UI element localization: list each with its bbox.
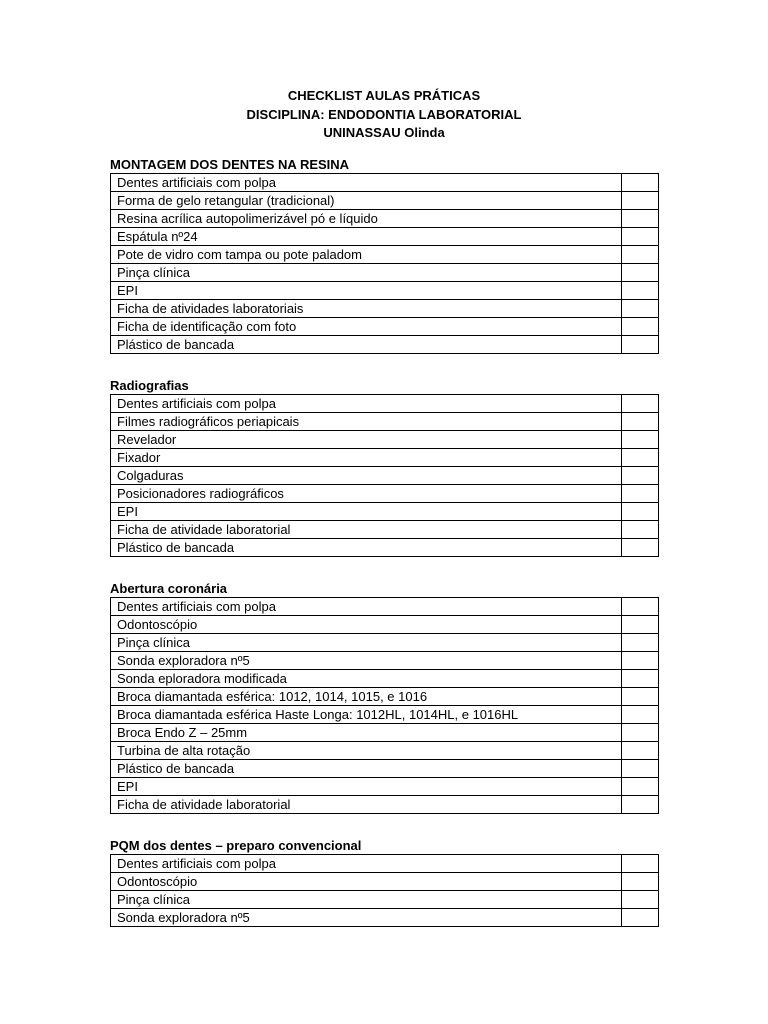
item-label: Ficha de atividade laboratorial: [111, 796, 622, 814]
checkbox-cell[interactable]: [622, 909, 659, 927]
checkbox-cell[interactable]: [622, 318, 659, 336]
table-row: [111, 539, 659, 557]
table-row: [111, 395, 659, 413]
checkbox-cell[interactable]: [622, 467, 659, 485]
section-title: Radiografias: [110, 378, 189, 393]
item-label: Pinça clínica: [111, 891, 622, 909]
table-row: [111, 246, 659, 264]
item-label: Posicionadores radiográficos: [111, 485, 622, 503]
item-label: Forma de gelo retangular (tradicional): [111, 192, 622, 210]
table-row: [111, 778, 659, 796]
table-row: [111, 449, 659, 467]
table-row: [111, 336, 659, 354]
item-label: Sonda exploradora nº5: [111, 909, 622, 927]
item-label: Plástico de bancada: [111, 336, 622, 354]
item-label: Sonda eploradora modificada: [111, 670, 622, 688]
section-title: PQM dos dentes – preparo convencional: [110, 838, 362, 853]
checkbox-cell[interactable]: [622, 873, 659, 891]
item-label: Pinça clínica: [111, 634, 622, 652]
checkbox-cell[interactable]: [622, 300, 659, 318]
item-label: Broca diamantada esférica Haste Longa: 1012HL, 1014HL, e 1016HL: [111, 706, 622, 724]
table-row: [111, 760, 659, 778]
section-title: Abertura coronária: [110, 581, 228, 596]
table-row: [111, 742, 659, 760]
item-label: Resina acrílica autopolimerizável pó e líquido: [111, 210, 622, 228]
checkbox-cell[interactable]: [622, 228, 659, 246]
item-label: Ficha de atividade laboratorial: [111, 521, 622, 539]
checkbox-cell[interactable]: [622, 891, 659, 909]
item-label: Ficha de atividades laboratoriais: [111, 300, 622, 318]
checkbox-cell[interactable]: [622, 616, 659, 634]
checklist-table: [110, 394, 659, 557]
item-label: Sonda exploradora nº5: [111, 652, 622, 670]
table-row: [111, 616, 659, 634]
table-row: [111, 431, 659, 449]
table-row: [111, 521, 659, 539]
table-row: [111, 210, 659, 228]
table-row: [111, 174, 659, 192]
checkbox-cell[interactable]: [622, 855, 659, 873]
table-row: [111, 264, 659, 282]
checklist-table: [110, 854, 659, 927]
table-row: [111, 598, 659, 616]
item-label: Colgaduras: [111, 467, 622, 485]
checkbox-cell[interactable]: [622, 264, 659, 282]
header-institution: UNINASSAU Olinda: [323, 125, 445, 140]
table-row: [111, 282, 659, 300]
checkbox-cell[interactable]: [622, 192, 659, 210]
table-row: [111, 855, 659, 873]
checkbox-cell[interactable]: [622, 431, 659, 449]
checkbox-cell[interactable]: [622, 778, 659, 796]
header-discipline: DISCIPLINA: ENDODONTIA LABORATORIAL: [246, 106, 522, 122]
section-montagem: [110, 157, 659, 354]
table-row: [111, 706, 659, 724]
table-row: [111, 467, 659, 485]
checkbox-cell[interactable]: [622, 503, 659, 521]
table-row: [111, 192, 659, 210]
checkbox-cell[interactable]: [622, 688, 659, 706]
checkbox-cell[interactable]: [622, 634, 659, 652]
checkbox-cell[interactable]: [622, 521, 659, 539]
item-label: Ficha de identificação com foto: [111, 318, 622, 336]
item-label: Turbina de alta rotação: [111, 742, 622, 760]
table-row: [111, 724, 659, 742]
item-label: Pinça clínica: [111, 264, 622, 282]
item-label: Odontoscópio: [111, 616, 622, 634]
section-pqm: [110, 838, 659, 927]
table-row: [111, 670, 659, 688]
checkbox-cell[interactable]: [622, 760, 659, 778]
header-title: CHECKLIST AULAS PRÁTICAS: [287, 88, 481, 103]
checkbox-cell[interactable]: [622, 706, 659, 724]
checkbox-cell[interactable]: [622, 485, 659, 503]
table-row: [111, 485, 659, 503]
checkbox-cell[interactable]: [622, 246, 659, 264]
section-abertura-coronaria: [110, 581, 659, 814]
document-header: [0, 87, 768, 143]
table-row: [111, 413, 659, 431]
checkbox-cell[interactable]: [622, 210, 659, 228]
table-row: [111, 796, 659, 814]
item-label: Dentes artificiais com polpa: [111, 855, 622, 873]
checkbox-cell[interactable]: [622, 742, 659, 760]
table-row: [111, 688, 659, 706]
item-label: Pote de vidro com tampa ou pote paladom: [111, 246, 622, 264]
checkbox-cell[interactable]: [622, 282, 659, 300]
item-label: Plástico de bancada: [111, 539, 622, 557]
item-label: Espátula nº24: [111, 228, 622, 246]
table-row: [111, 228, 659, 246]
item-label: Broca diamantada esférica: 1012, 1014, 1015, e 1016: [111, 688, 622, 706]
item-label: Plástico de bancada: [111, 760, 622, 778]
item-label: Filmes radiográficos periapicais: [111, 413, 622, 431]
checklist-table: [110, 597, 659, 814]
table-row: [111, 503, 659, 521]
checkbox-cell[interactable]: [622, 395, 659, 413]
item-label: Dentes artificiais com polpa: [111, 395, 622, 413]
checkbox-cell[interactable]: [622, 174, 659, 192]
section-radiografias: [110, 378, 659, 557]
checkbox-cell[interactable]: [622, 539, 659, 557]
checkbox-cell[interactable]: [622, 796, 659, 814]
item-label: Odontoscópio: [111, 873, 622, 891]
checkbox-cell[interactable]: [622, 652, 659, 670]
checklist-table: [110, 173, 659, 354]
table-row: [111, 909, 659, 927]
checkbox-cell[interactable]: [622, 724, 659, 742]
table-row: [111, 891, 659, 909]
table-row: [111, 652, 659, 670]
section-title: MONTAGEM DOS DENTES NA RESINA: [110, 157, 350, 172]
checkbox-cell[interactable]: [622, 670, 659, 688]
table-row: [111, 300, 659, 318]
checkbox-cell[interactable]: [622, 336, 659, 354]
table-row: [111, 318, 659, 336]
item-label: Fixador: [111, 449, 622, 467]
item-label: EPI: [111, 503, 622, 521]
item-label: EPI: [111, 778, 622, 796]
checkbox-cell[interactable]: [622, 449, 659, 467]
table-row: [111, 873, 659, 891]
table-row: [111, 634, 659, 652]
item-label: EPI: [111, 282, 622, 300]
item-label: Broca Endo Z – 25mm: [111, 724, 622, 742]
checkbox-cell[interactable]: [622, 598, 659, 616]
item-label: Dentes artificiais com polpa: [111, 174, 622, 192]
item-label: Revelador: [111, 431, 622, 449]
item-label: Dentes artificiais com polpa: [111, 598, 622, 616]
checkbox-cell[interactable]: [622, 413, 659, 431]
